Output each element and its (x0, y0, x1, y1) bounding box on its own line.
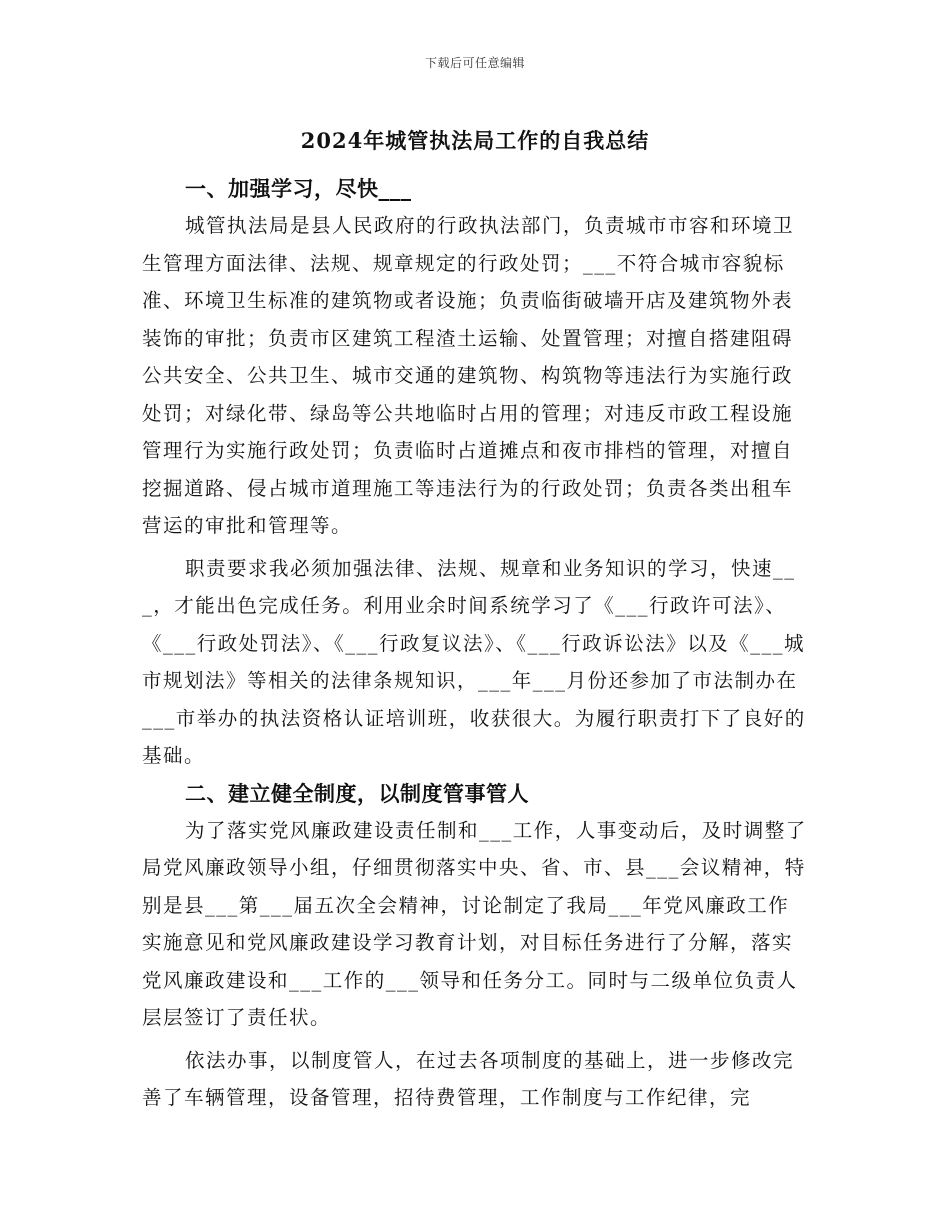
section2-paragraph-1: 为了落实党风廉政建设责任制和___工作，人事变动后，及时调整了局党风廉政领导小组，仔细贯彻落实中央、省、市、县___会议精神，特别是县___第___届五次全会精神，讨论制定了我局___年党风廉政工作实施意见和党风廉政建设学习教育计划，对目标任务进行了分解，落实党风廉政建设和___工作的___领导和任务分工。同时与二级单位负责人层层签订了责任状。 (142, 818, 807, 1029)
section2-paragraph-2: 依法办事，以制度管人，在过去各项制度的基础上，进一步修改完善了车辆管理，设备管理，招待费管理，工作制度与工作纪律，完 (142, 1048, 795, 1109)
section1-paragraph-2: 职责要求我必须加强法律、法规、规章和业务知识的学习，快速___，才能出色完成任务。利用业余时间系统学习了《___行政许可法》、《___行政处罚法》、《___行政复议法》、《___行政诉讼法》以及《___城市规划法》等相关的法律条规知识，___年___月份还参加了市法制办在___市举办的执法资格认证培训班，收获很大。为履行职责打下了良好的基础。 (142, 556, 806, 767)
document-body (142, 170, 808, 1117)
section-heading-2: 二、建立健全制度，以制度管事管人 (185, 780, 529, 806)
section-heading-1: 一、加强学习，尽快___ (185, 176, 412, 201)
document-title: 2024年城管执法局工作的自我总结 (300, 128, 650, 153)
header-note: 下载后可任意编辑 (424, 56, 525, 70)
section1-paragraph-1: 城管执法局是县人民政府的行政执法部门，负责城市市容和环境卫生管理方面法律、法规、规章规定的行政处罚；___不符合城市容貌标准、环境卫生标准的建筑物或者设施；负责临街破墙开店及建筑物外表装饰的审批；负责市区建筑工程渣土运输、处置管理；对擅自搭建阻碍公共安全、公共卫生、城市交通的建筑物、构筑物等违法行为实施行政处罚；对绿化带、绿岛等公共地临时占用的管理；对违反市政工程设施管理行为实施行政处罚；负责临时占道摊点和夜市排档的管理，对擅自挖掘道路、侵占城市道理施工等违法行为的行政处罚；负责各类出租车营运的审批和管理等。 (142, 214, 795, 537)
